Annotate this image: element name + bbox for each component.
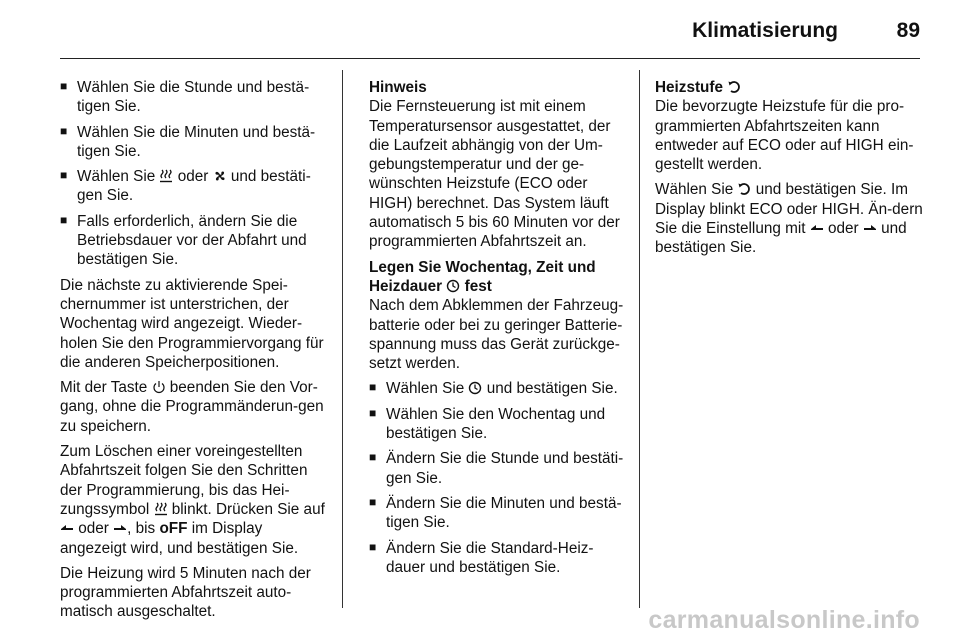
note-heading: Hinweis — [369, 79, 427, 96]
page-number: 89 — [896, 19, 920, 42]
heat-level-cycle-icon — [727, 80, 741, 94]
power-button-icon — [152, 380, 166, 394]
column-2 — [369, 78, 625, 583]
section-text: Nach dem Abklemmen der Fahrzeug-batterie oder bei zu geringer Batterie-spannung muss das Gerät zurückge-setzt werden. — [369, 297, 624, 373]
heat-level-cycle-icon — [737, 182, 751, 196]
clock-icon — [446, 279, 460, 293]
column-3 — [655, 78, 923, 264]
paragraph: Die Heizung wird 5 Minuten nach der programmierten Abfahrtszeit auto-matisch ausgeschaltet. — [60, 564, 311, 621]
fan-symbol-icon — [213, 169, 227, 183]
paragraph: Die nächste zu aktivierende Spei-chernummer ist unterstrichen, der Wochentag wird angezeigt. Wieder-holen Sie den Programmiervorgang für die anderen Speicherpositionen. — [60, 276, 324, 371]
section-heading: Heizstufe — [655, 78, 923, 97]
column-1 — [60, 78, 326, 628]
clock-icon — [468, 381, 482, 395]
left-arrow-icon — [810, 221, 824, 235]
page-header — [60, 0, 920, 59]
right-arrow-icon — [863, 221, 877, 235]
heating-symbol-icon — [154, 502, 168, 516]
column-divider — [342, 70, 343, 608]
paragraph: Zum Löschen einer voreingestellten Abfahrtszeit folgen Sie den Schritten der Programmierung, bis das Hei-zungssymbol blinkt. Drücken Sie auf oder , bis oFF im Display angezeigt wird, und bestätigen Sie. — [60, 443, 325, 557]
list-item: ■ Falls erforderlich, ändern Sie die Betriebsdauer vor der Abfahrt und bestätigen Sie. — [60, 212, 326, 270]
left-arrow-icon — [60, 521, 74, 535]
note-text: Die Fernsteuerung ist mit einem Temperatursensor ausgestattet, der die Laufzeit abhängig von der Um-gebungstemperatur und der ge-wünschten Heizstufe (ECO oder HIGH) berechnet. Das System läuft automatisch 5 bis 60 Minuten vor der programmierten Abfahrtszeit an. — [369, 98, 620, 251]
heating-symbol-icon — [159, 169, 173, 183]
list-item: ■ Ändern Sie die Minuten und bestä-tigen Sie. — [369, 494, 625, 533]
list-item: ■ Wählen Sie oder und bestäti-gen Sie. — [60, 167, 326, 206]
right-arrow-icon — [113, 521, 127, 535]
section-heading: Legen Sie Wochentag, Zeit und Heizdauer fest — [369, 258, 596, 295]
list-item: ■ Ändern Sie die Stunde und bestäti-gen Sie. — [369, 449, 625, 488]
page-title: Klimatisierung — [692, 19, 838, 42]
list-item: ■ Wählen Sie den Wochentag und bestätigen Sie. — [369, 405, 625, 444]
list-item: ■ Ändern Sie die Standard-Heiz-dauer und bestätigen Sie. — [369, 539, 625, 578]
column-divider — [639, 70, 640, 608]
paragraph: Mit der Taste beenden Sie den Vor-gang, ohne die Programmänderun-gen zu speichern. — [60, 379, 324, 435]
list-item: ■ Wählen Sie und bestätigen Sie. — [369, 379, 625, 398]
watermark: carmanualsonline.info — [648, 606, 920, 634]
list-item: ■ Wählen Sie die Minuten und bestä-tigen Sie. — [60, 123, 326, 162]
list-item: ■ Wählen Sie die Stunde und bestä-tigen Sie. — [60, 78, 326, 117]
paragraph: Die bevorzugte Heizstufe für die pro-grammierten Abfahrtszeiten kann entweder auf ECO oder auf HIGH ein-gestellt werden. — [655, 98, 914, 174]
paragraph: Wählen Sie und bestätigen Sie. Im Display blinkt ECO oder HIGH. Än-dern Sie die Einstellung mit oder und bestätigen Sie. — [655, 181, 923, 257]
